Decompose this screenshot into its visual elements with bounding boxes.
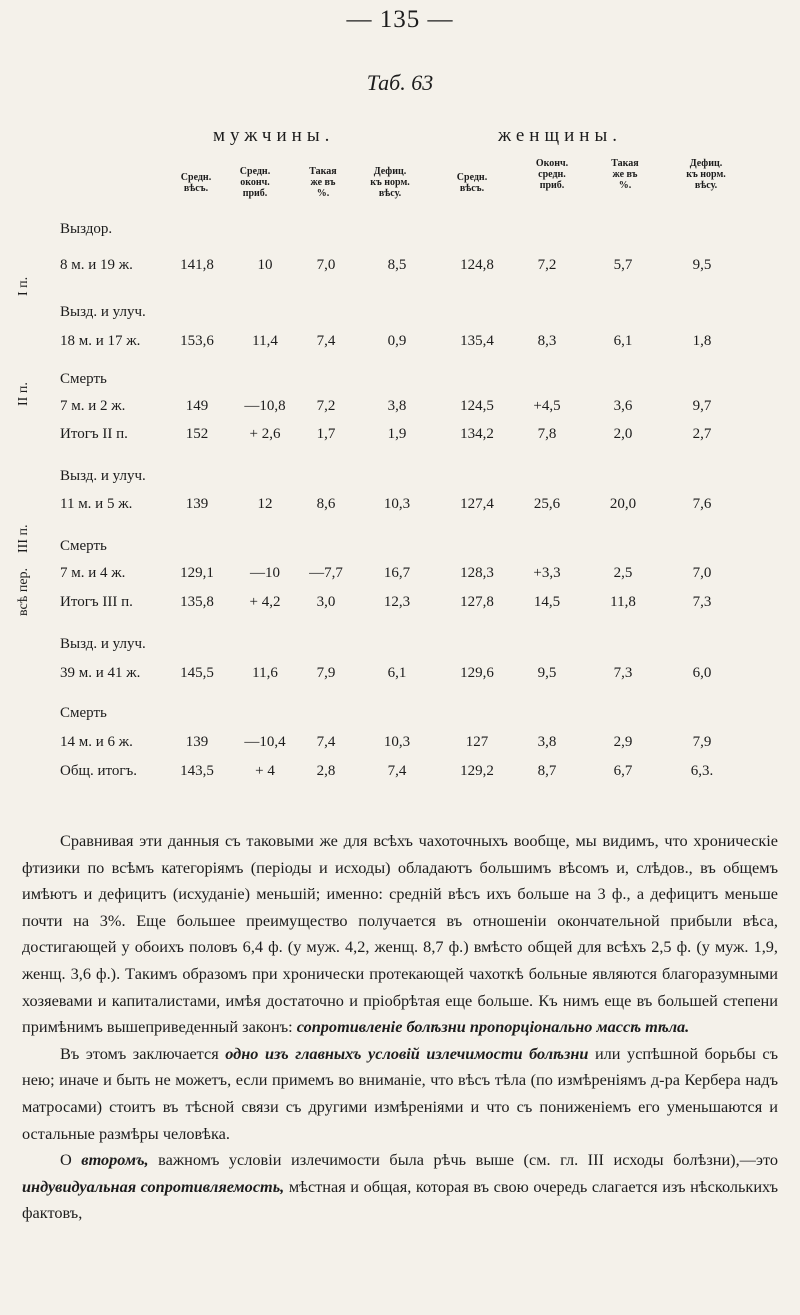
- table-cell: 7,0: [692, 565, 712, 581]
- table-row: [0, 468, 800, 492]
- table-cell: 128,3: [460, 565, 494, 581]
- table-row: [0, 304, 800, 328]
- table-row: [0, 398, 800, 422]
- paragraph-3-text-a: О: [60, 1150, 72, 1170]
- table-cell: 20,0: [609, 496, 637, 512]
- table-cell: 6,7: [613, 763, 633, 779]
- column-header-line: Такая: [309, 166, 337, 177]
- paragraph-3-text-c: мѣстная и общая, которая въ свою очередь слагается изъ нѣсколькихъ фактовъ,: [22, 1176, 778, 1223]
- table-row: [0, 705, 800, 729]
- table-cell: —10: [250, 565, 280, 581]
- table-cell: 8,7: [537, 763, 557, 779]
- column-header-line: Средн.: [180, 172, 212, 183]
- paragraph-1-emphasis: сопротивленіе болѣзни пропорціонально массѣ тѣла.: [296, 1017, 690, 1037]
- row-label: Вызд. и улуч.: [60, 636, 146, 652]
- table-cell: 7,8: [537, 426, 557, 442]
- table-cell: 2,0: [613, 426, 633, 442]
- table-cell: 7,2: [316, 398, 336, 414]
- paragraph-1: [22, 828, 778, 1041]
- table-cell: 9,7: [692, 398, 712, 414]
- column-header-line: вѣсу.: [378, 188, 402, 199]
- table-row: [0, 734, 800, 758]
- table-cell: 124,8: [460, 257, 494, 273]
- table-cell: 3,0: [316, 594, 336, 610]
- row-label: Смерть: [60, 705, 107, 721]
- row-label: 39 м. и 41 ж.: [60, 665, 141, 681]
- table-cell: 7,2: [537, 257, 557, 273]
- paragraph-2-emphasis: одно изъ главныхъ условій излечимости болѣзни: [225, 1043, 589, 1063]
- column-header-line: вѣсъ.: [459, 183, 485, 194]
- row-label: Общ. итогъ.: [60, 763, 138, 779]
- column-header-5: [444, 172, 500, 194]
- column-header-3: [295, 166, 351, 199]
- table-row: [0, 565, 800, 589]
- column-header-line: %.: [316, 188, 330, 199]
- table-row: [0, 665, 800, 689]
- row-label: 11 м. и 5 ж.: [60, 496, 133, 512]
- paragraph-2-text-b: или успѣшной борьбы съ нею; иначе и быть не можетъ, если примемъ во вниманіе, что вѣсъ тѣла (по измѣреніямъ д-ра Кербера надъ матросами) стоитъ въ тѣсной связи съ другими измѣреніями и что съ пониженіемъ его уменьшаются и остальные размѣры человѣка.: [22, 1043, 779, 1143]
- table-cell: 7,0: [316, 257, 336, 273]
- table-cell: 1,8: [692, 333, 712, 349]
- page-number: — 135 —: [346, 6, 454, 33]
- column-header-line: Такая: [611, 158, 639, 169]
- column-header-6: [524, 158, 580, 191]
- table-cell: 7,9: [316, 665, 336, 681]
- column-header-2: [227, 166, 283, 199]
- column-header-line: же въ: [310, 177, 336, 188]
- table-row: [0, 221, 800, 245]
- table-cell: 127,4: [460, 496, 494, 512]
- period-label: I п.: [16, 276, 31, 296]
- table-cell: 25,6: [533, 496, 561, 512]
- table-row: [0, 538, 800, 562]
- table-cell: 11,6: [252, 665, 278, 681]
- row-label: Вызд. и улуч.: [60, 304, 146, 320]
- column-header-line: къ норм.: [686, 169, 726, 180]
- period-label: всѣ пер.: [16, 567, 31, 616]
- table-row: [0, 636, 800, 660]
- paragraph-3: [22, 1147, 778, 1227]
- table-cell: 8,5: [387, 257, 407, 273]
- table-cell: 2,5: [613, 565, 633, 581]
- table-cell: —10,8: [244, 398, 286, 414]
- table-cell: 7,6: [692, 496, 712, 512]
- table-row: [0, 496, 800, 520]
- table-cell: 3,6: [613, 398, 633, 414]
- column-header-1: [168, 172, 224, 194]
- table-cell: 127,8: [460, 594, 494, 610]
- table-cell: 7,4: [316, 333, 336, 349]
- column-header-line: %.: [618, 180, 632, 191]
- table-row: [0, 257, 800, 281]
- table-cell: 139: [185, 734, 209, 750]
- table-cell: 6,0: [692, 665, 712, 681]
- table-cell: + 4: [255, 763, 275, 779]
- row-label: Вызд. и улуч.: [60, 468, 146, 484]
- row-label: 7 м. и 4 ж.: [60, 565, 126, 581]
- column-header-line: приб.: [242, 188, 268, 199]
- table-cell: 10: [257, 257, 273, 273]
- table-cell: 153,6: [180, 333, 214, 349]
- table-cell: 6,3.: [690, 763, 714, 779]
- table-cell: 7,9: [692, 734, 712, 750]
- column-header-7: [597, 158, 653, 191]
- table-cell: 11,4: [252, 333, 278, 349]
- column-header-line: Оконч.: [535, 158, 569, 169]
- paragraph-3-text-b: важномъ условіи излечимости была рѣчь выше (см. гл. III исходы болѣзни),—это: [158, 1150, 778, 1170]
- column-header-8: [678, 158, 734, 191]
- row-label: 8 м. и 19 ж.: [60, 257, 133, 273]
- table-row: [0, 594, 800, 618]
- table-cell: 139: [185, 496, 209, 512]
- period-label: III п.: [16, 524, 31, 553]
- body-text: [22, 828, 778, 1227]
- table-cell: 143,5: [180, 763, 214, 779]
- column-header-4: [362, 166, 418, 199]
- table-cell: 14,5: [533, 594, 561, 610]
- column-header-line: Дефиц.: [373, 166, 407, 177]
- table-cell: 2,7: [692, 426, 712, 442]
- table-cell: + 4,2: [249, 594, 281, 610]
- group-label-men: мужчины.: [213, 125, 335, 146]
- table-cell: 135,4: [460, 333, 494, 349]
- column-header-line: приб.: [539, 180, 565, 191]
- table-caption: Таб. 63: [366, 70, 434, 95]
- column-header-line: же въ: [612, 169, 638, 180]
- row-label: Смерть: [60, 538, 107, 554]
- row-label: 14 м. и 6 ж.: [60, 734, 133, 750]
- column-header-line: Средн.: [239, 166, 271, 177]
- table-cell: +3,3: [533, 565, 561, 581]
- paragraph-3-emphasis-1: второмъ,: [81, 1150, 149, 1170]
- table-row: [0, 426, 800, 450]
- table-cell: + 2,6: [249, 426, 281, 442]
- column-header-line: Средн.: [456, 172, 488, 183]
- paragraph-2: [22, 1041, 778, 1147]
- table-cell: 6,1: [387, 665, 407, 681]
- table-cell: 0,9: [387, 333, 407, 349]
- paragraph-1-text: Сравнивая эти данныя съ таковыми же для всѣхъ чахоточныхъ вообще, мы видимъ, что хроническіе фтизики по всѣмъ категоріямъ (періоды и исходы) обладаютъ большимъ вѣсомъ и, слѣдов., въ общемъ имѣютъ и дефицитъ (исхуданіе) меньшій; именно: среднiй вѣсъ ихъ больше на 3 ф., а дефицитъ меньше почти на 3%. Еще большее преимущество получается въ отношеніи окончательной прибыли вѣса, достигающей у обоихъ половъ 6,4 ф. (у муж. 4,2, женщ. 8,7 ф.) вмѣсто общей для всѣхъ 2,5 ф. (у муж. 1,9, женщ. 3,6 ф.). Такимъ образомъ при хронически протекающей чахоткѣ больные являются благоразумными хозяевами и капиталистами, имѣя достаточно и пріобрѣтая еще больше. Къ нимъ еще въ большей степени примѣнимъ вышеприведенный законъ:: [22, 831, 778, 1037]
- period-label: II п.: [16, 382, 31, 406]
- table-cell: 129,2: [460, 763, 494, 779]
- table-cell: 7,3: [613, 665, 633, 681]
- table-cell: 3,8: [537, 734, 557, 750]
- table-cell: 9,5: [537, 665, 557, 681]
- table-row: [0, 763, 800, 787]
- table-cell: 11,8: [610, 594, 636, 610]
- table-cell: 10,3: [383, 496, 411, 512]
- table-cell: —7,7: [309, 565, 343, 581]
- table-cell: —10,4: [244, 734, 286, 750]
- table-cell: 134,2: [460, 426, 494, 442]
- table-cell: 6,1: [613, 333, 633, 349]
- table-cell: +4,5: [533, 398, 561, 414]
- table-cell: 2,8: [316, 763, 336, 779]
- table-row: [0, 333, 800, 357]
- column-header-line: Дефиц.: [689, 158, 723, 169]
- table-row: [0, 371, 800, 395]
- table-cell: 2,9: [613, 734, 633, 750]
- row-label: 18 м. и 17 ж.: [60, 333, 141, 349]
- table-cell: 152: [185, 426, 209, 442]
- table-cell: 124,5: [460, 398, 494, 414]
- table-cell: 5,7: [613, 257, 633, 273]
- row-label: Смерть: [60, 371, 107, 387]
- row-label: Итогъ III п.: [60, 594, 133, 610]
- table-cell: 9,5: [692, 257, 712, 273]
- table-cell: 127: [465, 734, 489, 750]
- table-cell: 7,3: [692, 594, 712, 610]
- column-header-line: средн.: [538, 169, 566, 180]
- table-cell: 1,9: [387, 426, 407, 442]
- table-cell: 16,7: [383, 565, 411, 581]
- paragraph-2-text-a: Въ этомъ заключается: [60, 1043, 219, 1063]
- table-cell: 145,5: [180, 665, 214, 681]
- column-header-line: къ норм.: [370, 177, 410, 188]
- column-header-line: вѣсъ.: [183, 183, 209, 194]
- table-cell: 1,7: [316, 426, 336, 442]
- row-label: 7 м. и 2 ж.: [60, 398, 126, 414]
- table-cell: 129,6: [460, 665, 494, 681]
- column-header-line: вѣсу.: [694, 180, 718, 191]
- table-cell: 149: [185, 398, 209, 414]
- column-header-line: оконч.: [240, 177, 270, 188]
- table-cell: 3,8: [387, 398, 407, 414]
- table-cell: 7,4: [316, 734, 336, 750]
- table-cell: 135,8: [180, 594, 214, 610]
- table-cell: 12: [257, 496, 273, 512]
- row-label: Итогъ II п.: [60, 426, 128, 442]
- table-cell: 8,3: [537, 333, 557, 349]
- table-cell: 8,6: [316, 496, 336, 512]
- table-cell: 129,1: [180, 565, 214, 581]
- row-label: Выздор.: [60, 221, 113, 237]
- table-cell: 10,3: [383, 734, 411, 750]
- paragraph-3-emphasis-2: индувидуальная сопротивляемость,: [22, 1176, 285, 1196]
- table-cell: 141,8: [180, 257, 214, 273]
- table-cell: 12,3: [383, 594, 411, 610]
- table-cell: 7,4: [387, 763, 407, 779]
- group-label-women: женщины.: [498, 125, 622, 146]
